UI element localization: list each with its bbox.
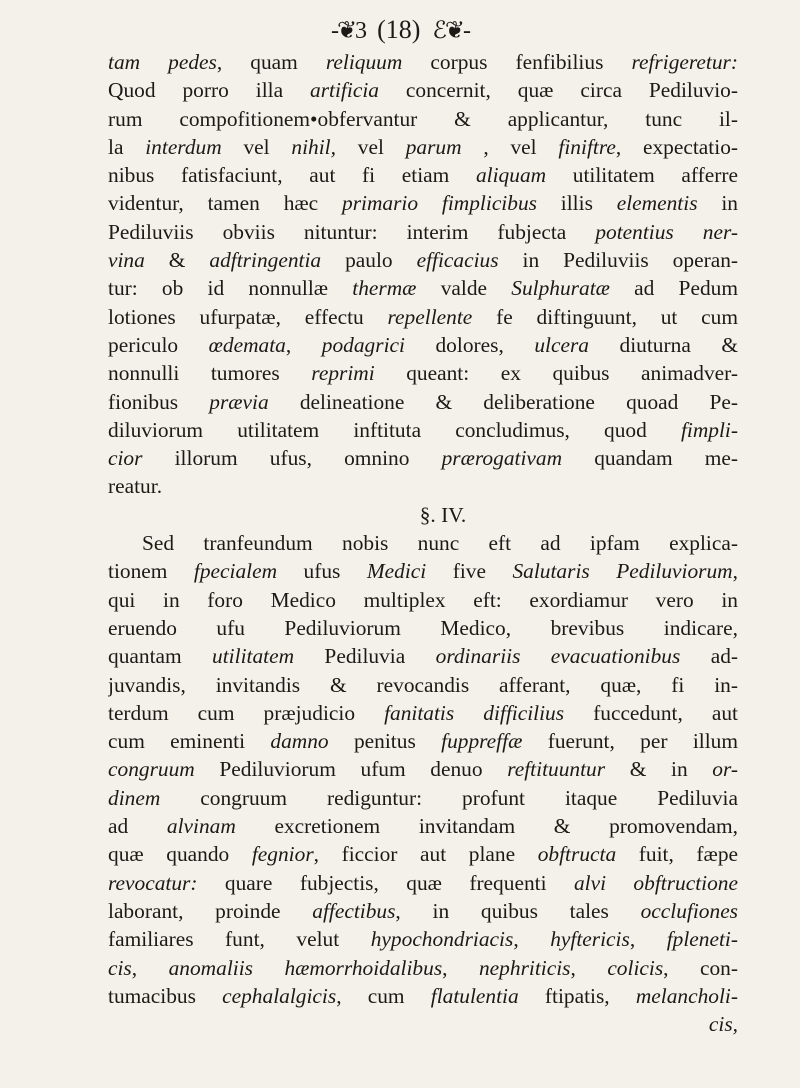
italic-text: alvi obftructione <box>573 870 738 895</box>
text-run: fuerunt, per illum <box>522 729 738 754</box>
text-run: eruendo ufu Pediluviorum Medico, brevibus indicare, <box>108 615 738 640</box>
text-run: , cum <box>336 983 431 1008</box>
text-line <box>108 76 738 104</box>
italic-text: aliquam <box>475 163 547 188</box>
text-run: five <box>426 559 513 584</box>
italic-text: occlufiones <box>640 898 738 923</box>
italic-text: or- <box>712 757 738 782</box>
text-run: & <box>144 248 210 273</box>
text-run: quandam me- <box>562 446 738 471</box>
text-run: penitus <box>328 729 442 754</box>
italic-text: thermæ <box>352 276 417 301</box>
italic-text: nephriticis <box>478 955 571 980</box>
italic-text: Salutaris Pediluviorum <box>512 559 733 584</box>
text-run: , <box>570 955 608 980</box>
text-run: Pediluvia <box>294 644 436 669</box>
text-run: nibus fatisfaciunt, aut fi etiam <box>108 163 476 188</box>
text-line <box>108 189 738 217</box>
text-run: Quod porro illa <box>108 78 311 103</box>
italic-text: fpleneti- <box>666 927 738 952</box>
text-line <box>108 840 738 868</box>
text-run: ftipatis, <box>518 983 636 1008</box>
text-line <box>108 218 738 246</box>
text-run: excretionem invitandam & promovendam, <box>235 814 738 839</box>
text-run: in <box>697 191 738 216</box>
text-line <box>108 557 738 585</box>
text-line <box>108 529 738 557</box>
text-run: periculo <box>108 332 209 357</box>
text-line <box>108 303 738 331</box>
italic-text: podagrici <box>321 332 405 357</box>
text-run: fuit, fæpe <box>616 842 738 867</box>
italic-text: cis, <box>708 1012 738 1037</box>
text-line <box>108 925 738 953</box>
text-line <box>108 784 738 812</box>
text-run: diuturna & <box>589 332 738 357</box>
text-run: illis <box>536 191 617 216</box>
text-line <box>108 1010 738 1038</box>
text-line <box>108 954 738 982</box>
text-run: , ficcior aut plane <box>313 842 538 867</box>
italic-text: reliquum <box>325 50 403 74</box>
text-run: lotiones ufurpatæ, effectu <box>108 304 388 329</box>
text-run: juvandis, invitandis & revocandis afferant, quæ, fi in- <box>108 672 738 697</box>
italic-text: obftructa <box>537 842 617 867</box>
text-run: rum compofitionem•obfervantur & applicantur, tunc il- <box>108 106 738 131</box>
italic-text: interdum <box>145 134 222 159</box>
italic-text: hypochondriacis <box>370 927 514 952</box>
italic-text: utilitatem <box>212 644 295 669</box>
italic-text: potentius ner- <box>595 219 738 244</box>
italic-text: refrigeretur: <box>631 50 738 74</box>
italic-text: efficacius <box>416 248 499 273</box>
italic-text: ulcera <box>534 332 589 357</box>
italic-text: revocatur: <box>108 870 198 895</box>
italic-text: dinem <box>108 785 161 810</box>
text-run: videntur, tamen hæc <box>108 191 342 216</box>
text-run: , <box>442 955 479 980</box>
left-ornament: -❦3 <box>330 17 366 44</box>
italic-text: fuppreffæ <box>441 729 523 754</box>
italic-text: parum <box>405 134 462 159</box>
text-run: , <box>732 559 738 584</box>
text-run: delineatione & deliberatione quoad Pe- <box>268 389 738 414</box>
text-run: , vel <box>461 134 559 159</box>
text-line <box>108 133 738 161</box>
italic-text: Medici <box>366 559 427 584</box>
text-run: ufus <box>277 559 367 584</box>
italic-text: finiftre <box>558 134 616 159</box>
text-run: fionibus <box>108 389 210 414</box>
text-line <box>108 331 738 359</box>
text-line <box>108 671 738 699</box>
text-line <box>108 388 738 416</box>
text-run: reatur. <box>108 474 163 499</box>
italic-text: prævia <box>209 389 269 414</box>
italic-text: hyftericis <box>550 927 630 952</box>
text-line <box>108 359 738 387</box>
text-run: quæ quando <box>108 842 252 867</box>
text-run: utilitatem afferre <box>546 163 738 188</box>
section-heading <box>108 501 738 529</box>
text-line <box>108 727 738 755</box>
italic-text: primario fimplicibus <box>342 191 537 216</box>
italic-text: elementis <box>616 191 698 216</box>
text-run: §. IV. <box>419 502 467 527</box>
italic-text: anomaliis hæmorrhoidalibus <box>168 955 443 980</box>
italic-text: congruum <box>108 757 195 782</box>
italic-text: Sulphuratæ <box>511 276 610 301</box>
text-run: ad Pedum <box>609 276 738 301</box>
text-run: , <box>629 927 667 952</box>
text-line <box>108 246 738 274</box>
italic-text: repellente <box>387 304 473 329</box>
text-run: diluviorum utilitatem inftituta concludimus, quod <box>108 417 681 442</box>
text-line <box>108 897 738 925</box>
text-line <box>108 586 738 614</box>
italic-text: cior <box>108 446 143 471</box>
text-line <box>108 161 738 189</box>
italic-text: ordinariis evacuationibus <box>435 644 681 669</box>
italic-text: pedes <box>168 50 217 74</box>
italic-text: nihil, <box>291 134 336 159</box>
text-run: la <box>108 134 146 159</box>
body-text <box>108 48 738 1038</box>
text-run: , <box>285 332 322 357</box>
text-run: laborant, proinde <box>108 898 313 923</box>
running-header <box>0 10 800 50</box>
text-run: valde <box>416 276 512 301</box>
text-line <box>108 444 738 472</box>
text-run: , con- <box>663 955 738 980</box>
italic-text: tam <box>108 50 169 74</box>
text-run: , in quibus tales <box>395 898 641 923</box>
page-number: (18) <box>377 15 421 44</box>
italic-text: adftringentia <box>209 248 322 273</box>
italic-text: fpecialem <box>193 559 278 584</box>
italic-text: cephalalgicis <box>222 983 337 1008</box>
text-line <box>108 416 738 444</box>
text-run: quare fubjectis, quæ frequenti <box>197 870 574 895</box>
text-run: fuccedunt, aut <box>564 700 738 725</box>
text-run: cum eminenti <box>108 729 271 754</box>
text-run: dolores, <box>404 332 535 357</box>
text-line <box>108 472 738 500</box>
text-run: nonnulli tumores <box>108 361 312 386</box>
text-run: fe diftinguunt, ut cum <box>472 304 738 329</box>
text-run: , <box>513 927 551 952</box>
text-run: & in <box>605 757 713 782</box>
text-run: concernit, quæ circa Pediluvio- <box>378 78 738 103</box>
text-run: congruum rediguntur: profunt itaque Pediluvia <box>160 785 738 810</box>
italic-text: artificia <box>310 78 379 103</box>
text-run: terdum cum præjudicio <box>108 700 385 725</box>
text-run: vel <box>335 134 406 159</box>
italic-text: fegnior <box>251 842 314 867</box>
italic-text: reprimi <box>311 361 375 386</box>
italic-text: fanitatis difficilius <box>384 700 565 725</box>
text-run: paulo <box>321 248 417 273</box>
text-run: Pediluviorum ufum denuo <box>194 757 508 782</box>
text-run: corpus fenfibilius <box>402 50 632 74</box>
text-line <box>108 869 738 897</box>
text-run: familiares funt, velut <box>108 927 371 952</box>
text-line <box>108 982 738 1010</box>
text-run: ad- <box>680 644 738 669</box>
text-line <box>108 699 738 727</box>
text-run: tumacibus <box>108 983 223 1008</box>
right-ornament: ℰ❦- <box>432 17 470 44</box>
italic-text: colicis <box>607 955 664 980</box>
text-line <box>108 642 738 670</box>
italic-text: flatulentia <box>430 983 519 1008</box>
text-run: illorum ufus, omnino <box>142 446 442 471</box>
italic-text: reftituuntur <box>507 757 606 782</box>
text-line <box>108 614 738 642</box>
italic-text: alvinam <box>166 814 236 839</box>
italic-text: cis <box>108 955 132 980</box>
text-run: , quam <box>216 50 326 74</box>
text-run: , <box>131 955 169 980</box>
text-run: vel <box>221 134 292 159</box>
text-line <box>108 105 738 133</box>
italic-text: affectibus <box>312 898 396 923</box>
text-run: Sed tranfeundum nobis nunc eft ad ipfam explica- <box>142 531 738 556</box>
italic-text: fimpli- <box>680 417 738 442</box>
text-run: queant: ex quibus animadver- <box>374 361 738 386</box>
text-run: quantam <box>108 644 213 669</box>
text-run: qui in foro Medico multiplex eft: exordiamur vero in <box>108 587 738 612</box>
text-line <box>108 812 738 840</box>
text-line <box>108 755 738 783</box>
italic-text: melancholi- <box>635 983 738 1008</box>
italic-text: prærogativam <box>441 446 563 471</box>
text-run: ad <box>108 814 167 839</box>
text-run: Pediluviis obviis nituntur: interim fubjecta <box>108 219 596 244</box>
text-line <box>108 274 738 302</box>
text-line <box>108 48 738 76</box>
italic-text: vina <box>108 248 145 273</box>
text-run: tur: ob id nonnullæ <box>108 276 353 301</box>
text-run: tionem <box>108 559 194 584</box>
text-run: , expectatio- <box>615 134 738 159</box>
text-run: in Pediluviis operan- <box>498 248 738 273</box>
italic-text: œdemata <box>208 332 286 357</box>
italic-text: damno <box>270 729 329 754</box>
